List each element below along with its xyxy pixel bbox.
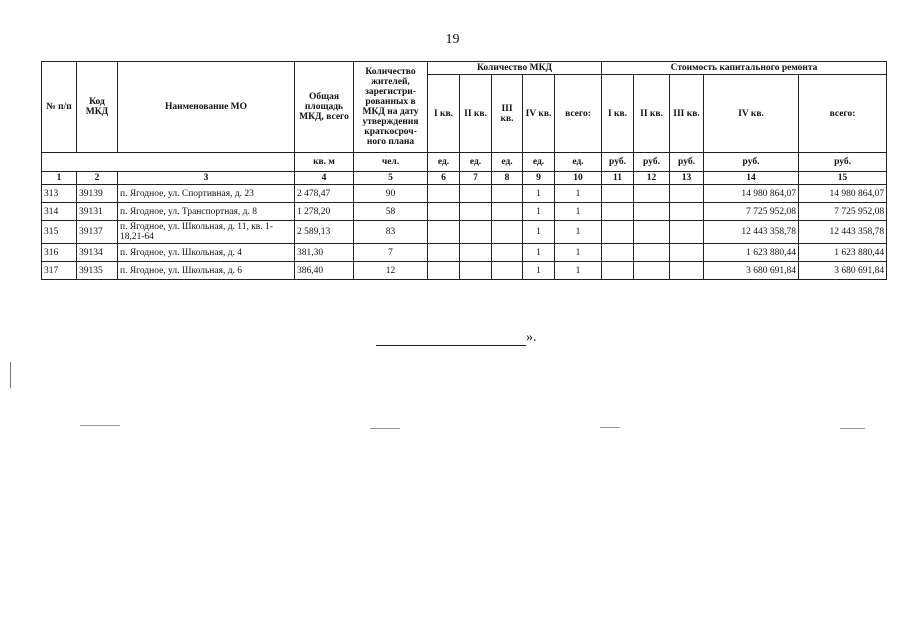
row-name: п. Ягодное, ул. Транспортная, д. 8 [118,203,295,221]
row-code: 39134 [77,244,118,262]
header-mkd-q1: I кв. [428,75,460,153]
row-name: п. Ягодное, ул. Спортивная, д. 23 [118,185,295,203]
row-code: 39131 [77,203,118,221]
column-number: 2 [77,172,118,185]
column-number: 9 [523,172,555,185]
unit-cell: ед. [523,153,555,172]
column-number: 15 [799,172,887,185]
capital-repair-table [41,61,887,280]
row-cost-q3 [670,221,704,244]
header-cost-q1: I кв. [602,75,634,153]
unit-cell: руб. [799,153,887,172]
row-mkd-total: 1 [555,185,602,203]
row-residents: 58 [354,203,428,221]
header-code: Код МКД [77,62,118,153]
row-area: 1 278,20 [295,203,354,221]
unit-cell: ед. [492,153,523,172]
row-mkd-q2 [460,221,492,244]
column-number: 12 [634,172,670,185]
header-cost-q3: III кв. [670,75,704,153]
column-number: 11 [602,172,634,185]
header-mkd-q4: IV кв. [523,75,555,153]
page-number: 19 [445,32,460,47]
header-mkd-group: Количество МКД [428,62,602,75]
row-code: 39139 [77,185,118,203]
header-mkd-q3: III кв. [492,75,523,153]
table-row [42,221,887,244]
unit-cell: чел. [354,153,428,172]
scan-speck [370,428,400,429]
column-number: 1 [42,172,77,185]
header-area: Общая площадь МКД, всего [295,62,354,153]
row-mkd-q3 [492,203,523,221]
row-mkd-q1 [428,203,460,221]
row-cost-q1 [602,244,634,262]
table-row [42,203,887,221]
row-mkd-q1 [428,244,460,262]
row-area: 381,30 [295,244,354,262]
row-cost-q2 [634,203,670,221]
row-mkd-total: 1 [555,221,602,244]
row-cost-q2 [634,244,670,262]
row-code: 39135 [77,262,118,280]
scan-speck [600,427,620,428]
row-mkd-q4: 1 [523,244,555,262]
row-mkd-q3 [492,185,523,203]
header-name: Наименование МО [118,62,295,153]
row-cost-total: 12 443 358,78 [799,221,887,244]
row-cost-q4: 3 680 691,84 [704,262,799,280]
row-area: 2 589,13 [295,221,354,244]
row-num: 315 [42,221,77,244]
row-cost-total: 14 980 864,07 [799,185,887,203]
table-row [42,244,887,262]
row-residents: 83 [354,221,428,244]
header-residents: Количество жителей, зарегистри-рованных в МКД на дату утверждения краткосроч-ного плана [354,62,428,153]
row-name: п. Ягодное, ул. Школьная, д. 4 [118,244,295,262]
column-number: 5 [354,172,428,185]
row-code: 39137 [77,221,118,244]
row-cost-total: 7 725 952,08 [799,203,887,221]
row-residents: 90 [354,185,428,203]
row-num: 313 [42,185,77,203]
header-num: № п/п [42,62,77,153]
row-residents: 7 [354,244,428,262]
row-mkd-q4: 1 [523,262,555,280]
column-number: 7 [460,172,492,185]
row-mkd-q2 [460,244,492,262]
unit-cell: кв. м [295,153,354,172]
row-cost-q4: 1 623 880,44 [704,244,799,262]
row-mkd-q3 [492,262,523,280]
row-num: 317 [42,262,77,280]
scan-speck [80,425,120,426]
row-cost-q4: 12 443 358,78 [704,221,799,244]
row-area: 386,40 [295,262,354,280]
row-name: п. Ягодное, ул. Школьная, д. 11, кв. 1-18,21-64 [118,221,295,244]
column-number: 4 [295,172,354,185]
row-cost-q2 [634,221,670,244]
table-row [42,185,887,203]
column-number: 13 [670,172,704,185]
row-mkd-q1 [428,221,460,244]
row-mkd-total: 1 [555,203,602,221]
header-cost-q4: IV кв. [704,75,799,153]
unit-cell: руб. [704,153,799,172]
row-mkd-q1 [428,262,460,280]
unit-cell: ед. [428,153,460,172]
header-cost-total: всего: [799,75,887,153]
table-row [42,262,887,280]
column-number: 3 [118,172,295,185]
unit-cell: ед. [460,153,492,172]
row-mkd-q4: 1 [523,185,555,203]
row-cost-q2 [634,185,670,203]
row-cost-q1 [602,185,634,203]
row-cost-q1 [602,221,634,244]
row-mkd-q1 [428,185,460,203]
closing-quote: ». [526,330,537,345]
unit-cell: руб. [634,153,670,172]
row-cost-q1 [602,262,634,280]
row-mkd-total: 1 [555,244,602,262]
row-num: 316 [42,244,77,262]
header-mkd-total: всего: [555,75,602,153]
row-name: п. Ягодное, ул. Школьная, д. 6 [118,262,295,280]
row-cost-q1 [602,203,634,221]
header-cost-group: Стоимость капитального ремонта [602,62,887,75]
row-mkd-q3 [492,244,523,262]
row-mkd-q3 [492,221,523,244]
column-number: 8 [492,172,523,185]
row-num: 314 [42,203,77,221]
scan-speck [840,428,865,429]
row-mkd-q2 [460,262,492,280]
column-number: 10 [555,172,602,185]
row-cost-q3 [670,203,704,221]
unit-cell: руб. [602,153,634,172]
signature-underline [376,331,526,346]
unit-cell: руб. [670,153,704,172]
row-cost-q2 [634,262,670,280]
row-mkd-q2 [460,203,492,221]
row-mkd-q4: 1 [523,203,555,221]
row-cost-q3 [670,262,704,280]
row-cost-q4: 14 980 864,07 [704,185,799,203]
row-area: 2 478,47 [295,185,354,203]
scan-margin-mark [10,362,11,388]
closing-line [376,330,537,346]
header-mkd-q2: II кв. [460,75,492,153]
row-mkd-q2 [460,185,492,203]
row-cost-total: 3 680 691,84 [799,262,887,280]
column-number: 6 [428,172,460,185]
row-mkd-total: 1 [555,262,602,280]
row-cost-q3 [670,185,704,203]
row-cost-total: 1 623 880,44 [799,244,887,262]
row-cost-q3 [670,244,704,262]
row-cost-q4: 7 725 952,08 [704,203,799,221]
column-number: 14 [704,172,799,185]
row-residents: 12 [354,262,428,280]
header-cost-q2: II кв. [634,75,670,153]
unit-cell: ед. [555,153,602,172]
row-mkd-q4: 1 [523,221,555,244]
